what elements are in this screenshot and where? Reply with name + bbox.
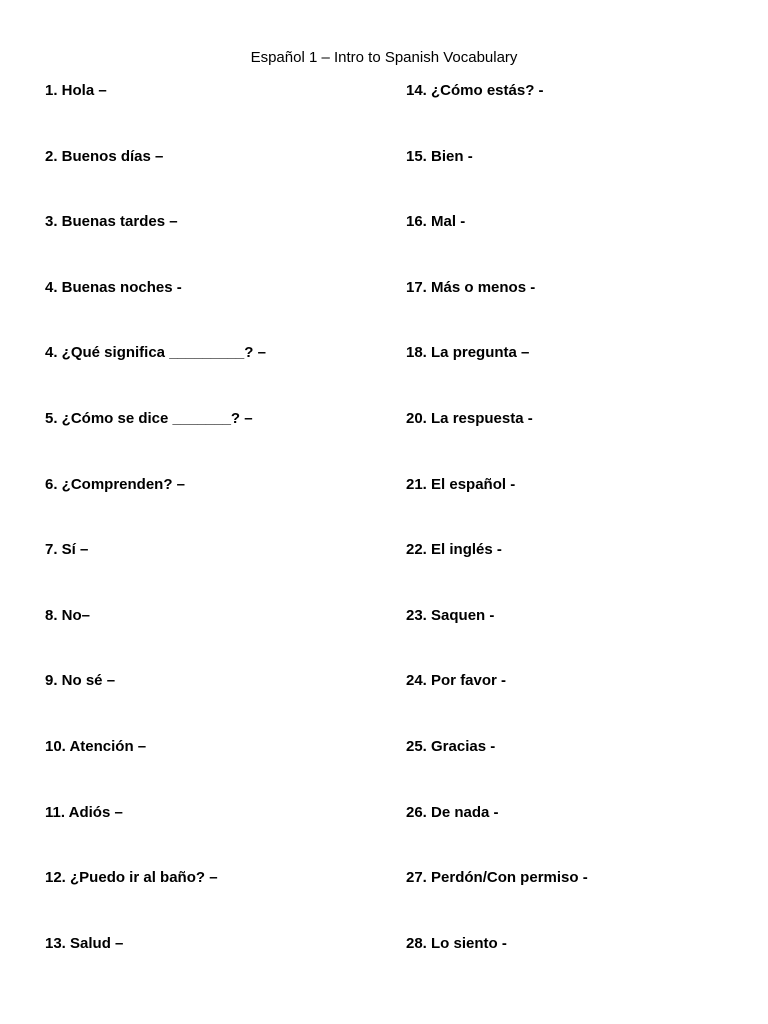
vocab-item: 9. No sé – [45, 672, 116, 690]
vocab-item: 23. Saquen - [406, 606, 495, 624]
vocab-item: 4. ¿Qué significa _________? – [45, 344, 266, 362]
vocab-item: 8. No– [45, 606, 91, 624]
vocab-item: 25. Gracias - [406, 737, 496, 755]
right-column [406, 80, 746, 998]
vocab-item: 21. El español - [406, 475, 516, 493]
vocab-item: 13. Salud – [45, 934, 124, 952]
vocab-item: 27. Perdón/Con permiso - [406, 869, 588, 887]
vocab-item: 14. ¿Cómo estás? - [406, 82, 544, 99]
vocab-item: 17. Más o menos - [406, 278, 536, 296]
vocab-item: 26. De nada - [406, 803, 499, 821]
vocab-item: 12. ¿Puedo ir al baño? – [45, 869, 218, 887]
vocab-item: 15. Bien - [406, 147, 473, 165]
vocab-item: 11. Adiós – [45, 803, 123, 821]
vocab-item: 20. La respuesta - [406, 409, 533, 427]
left-column [45, 80, 385, 998]
vocab-item: 4. Buenas noches - [45, 278, 182, 296]
vocab-item: 2. Buenos días – [45, 147, 164, 165]
vocab-item: 18. La pregunta – [406, 344, 530, 362]
vocab-item: 7. Sí – [45, 541, 89, 559]
vocab-item: 6. ¿Comprenden? – [45, 475, 186, 493]
vocab-item: 3. Buenas tardes – [45, 213, 178, 231]
vocab-item: 5. ¿Cómo se dice _______? – [45, 409, 253, 427]
vocab-item: 24. Por favor - [406, 672, 507, 690]
page-title: Español 1 – Intro to Spanish Vocabulary [250, 49, 518, 66]
vocab-item: 10. Atención – [45, 737, 147, 755]
vocab-item: 28. Lo siento - [406, 934, 507, 952]
vocab-item: 22. El inglés - [406, 541, 502, 559]
vocab-item: 1. Hola – [45, 82, 107, 99]
vocab-item: 16. Mal - [406, 213, 466, 231]
